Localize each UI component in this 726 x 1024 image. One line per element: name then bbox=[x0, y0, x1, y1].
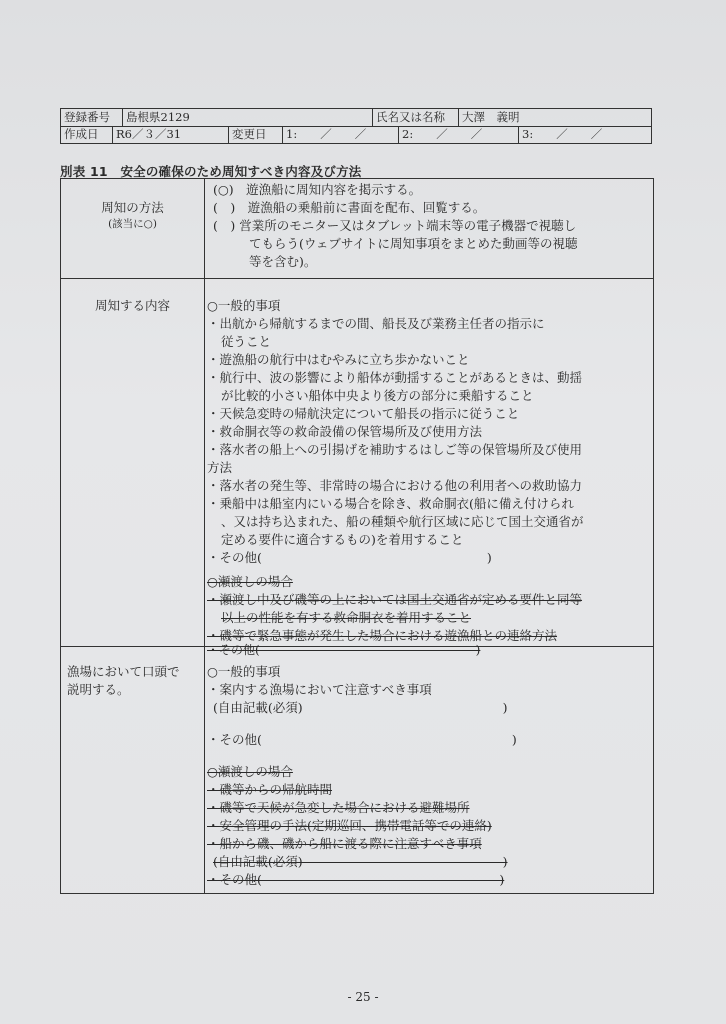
page-number: - 25 - bbox=[347, 990, 379, 1004]
content-line-13: 、又は持ち込まれた、船の種類や航行区域に応じて国土交通省が bbox=[221, 514, 584, 529]
oral-other-line: ・その他( ) bbox=[207, 732, 517, 747]
struck-line-1: ○瀬渡しの場合 bbox=[207, 574, 293, 589]
oral-struck-line-6: (自由記載(必須) ) bbox=[213, 854, 508, 869]
content-line-3: 従うこと bbox=[221, 334, 272, 349]
content-line-10: 方法 bbox=[207, 460, 233, 475]
content-line-4: ・遊漁船の航行中はむやみに立ち歩かないこと bbox=[207, 352, 470, 367]
struck-line-2: ・瀬渡し中及び磯等の上においては国土交通省が定める要件と同等 bbox=[207, 592, 583, 607]
content-line-9: ・落水者の船上への引揚げを補助するはしご等の保管場所及び使用 bbox=[207, 442, 583, 457]
row-divider-1 bbox=[61, 278, 653, 279]
header-row-1 bbox=[61, 109, 651, 127]
content-line-1: ○一般的事項 bbox=[207, 298, 281, 313]
column-divider bbox=[204, 179, 205, 893]
change-1: 1: ／ ／ bbox=[283, 126, 399, 143]
oral-struck-line-4: ・安全管理の手法(定期巡回、携帯電話等での連絡) bbox=[207, 818, 492, 833]
oral-line-1: ○一般的事項 bbox=[207, 664, 281, 679]
main-table bbox=[60, 178, 654, 894]
oral-struck-line-5: ・船から磯、磯から船に渡る際に注意すべき事項 bbox=[207, 836, 482, 851]
method-line-4: てもらう(ウェブサイトに周知事項をまとめた動画等の視聴 bbox=[249, 236, 578, 251]
content-line-5: ・航行中、波の影響により船体が動揺することがあるときは、動揺 bbox=[207, 370, 583, 385]
oral-struck-line-3: ・磯等で天候が急変した場合における避難場所 bbox=[207, 800, 470, 815]
content-line-8: ・救命胴衣等の救命設備の保管場所及び使用方法 bbox=[207, 424, 483, 439]
change-3: 3: ／ ／ bbox=[522, 127, 603, 141]
change-2: 2: ／ ／ bbox=[399, 126, 519, 143]
section3-label-1: 漁場において口頭で bbox=[67, 664, 180, 679]
header-row-2 bbox=[61, 126, 651, 143]
struck-line-4: ・磯等で緊急事態が発生した場合における遊漁船との連絡方法 bbox=[207, 628, 558, 643]
oral-struck-line-2: ・磯等からの帰航時間 bbox=[207, 782, 333, 797]
reg-value: 島根県2129 bbox=[123, 109, 373, 126]
method-line-2: ( ) 遊漁船の乗船前に書面を配布、回覧する。 bbox=[213, 200, 486, 215]
oral-line-3: (自由記載(必須) ) bbox=[213, 700, 508, 715]
method-line-3: ( ) 営業所のモニター又はタブレット端末等の電子機器で視聴し bbox=[213, 218, 577, 233]
content-line-14: 定める要件に適合するもの)を着用すること bbox=[221, 532, 464, 547]
content-line-15: ・その他( ) bbox=[207, 550, 492, 565]
reg-label: 登録番号 bbox=[61, 109, 123, 126]
oral-line-2: ・案内する漁場において注意すべき事項 bbox=[207, 682, 432, 697]
table-title: 別表 11 安全の確保のため周知すべき内容及び方法 bbox=[60, 164, 362, 179]
date-label: 作成日 bbox=[61, 126, 113, 143]
section3-label-2: 説明する。 bbox=[67, 682, 130, 697]
struck-line-3: 以上の性能を有する救命胴衣を着用すること bbox=[221, 610, 472, 625]
section2-label: 周知する内容 bbox=[94, 298, 170, 313]
section1-label-text: 周知の方法 bbox=[101, 200, 164, 215]
oral-struck-line-7: ・その他( ) bbox=[207, 872, 505, 887]
method-line-1: (○) 遊漁船に周知内容を掲示する。 bbox=[213, 182, 422, 197]
oral-struck-line-1: ○瀬渡しの場合 bbox=[207, 764, 293, 779]
section1-label bbox=[61, 199, 204, 233]
content-line-7: ・天候急変時の帰航決定について船長の指示に従うこと bbox=[207, 406, 520, 421]
name-label: 氏名又は名称 bbox=[373, 109, 459, 126]
change-label: 変更日 bbox=[229, 126, 283, 143]
content-line-12: ・乗船中は船室内にいる場合を除き、救命胴衣(船に備え付けられ bbox=[207, 496, 574, 511]
header-table bbox=[60, 108, 652, 144]
section1-sublabel: (該当に○) bbox=[108, 218, 157, 230]
method-line-5: 等を含む)。 bbox=[249, 254, 317, 269]
content-line-6: が比較的小さい船体中央より後方の部分に乗船すること bbox=[221, 388, 534, 403]
date-value: R6／３／31 bbox=[113, 126, 229, 143]
content-line-11: ・落水者の発生等、非常時の場合における他の利用者への救助協力 bbox=[207, 478, 583, 493]
content-line-2: ・出航から帰航するまでの間、船長及び業務主任者の指示に bbox=[207, 316, 545, 331]
struck-line-5: ・その他( ) bbox=[207, 643, 481, 657]
name-value: 大澤 義明 bbox=[462, 110, 520, 124]
